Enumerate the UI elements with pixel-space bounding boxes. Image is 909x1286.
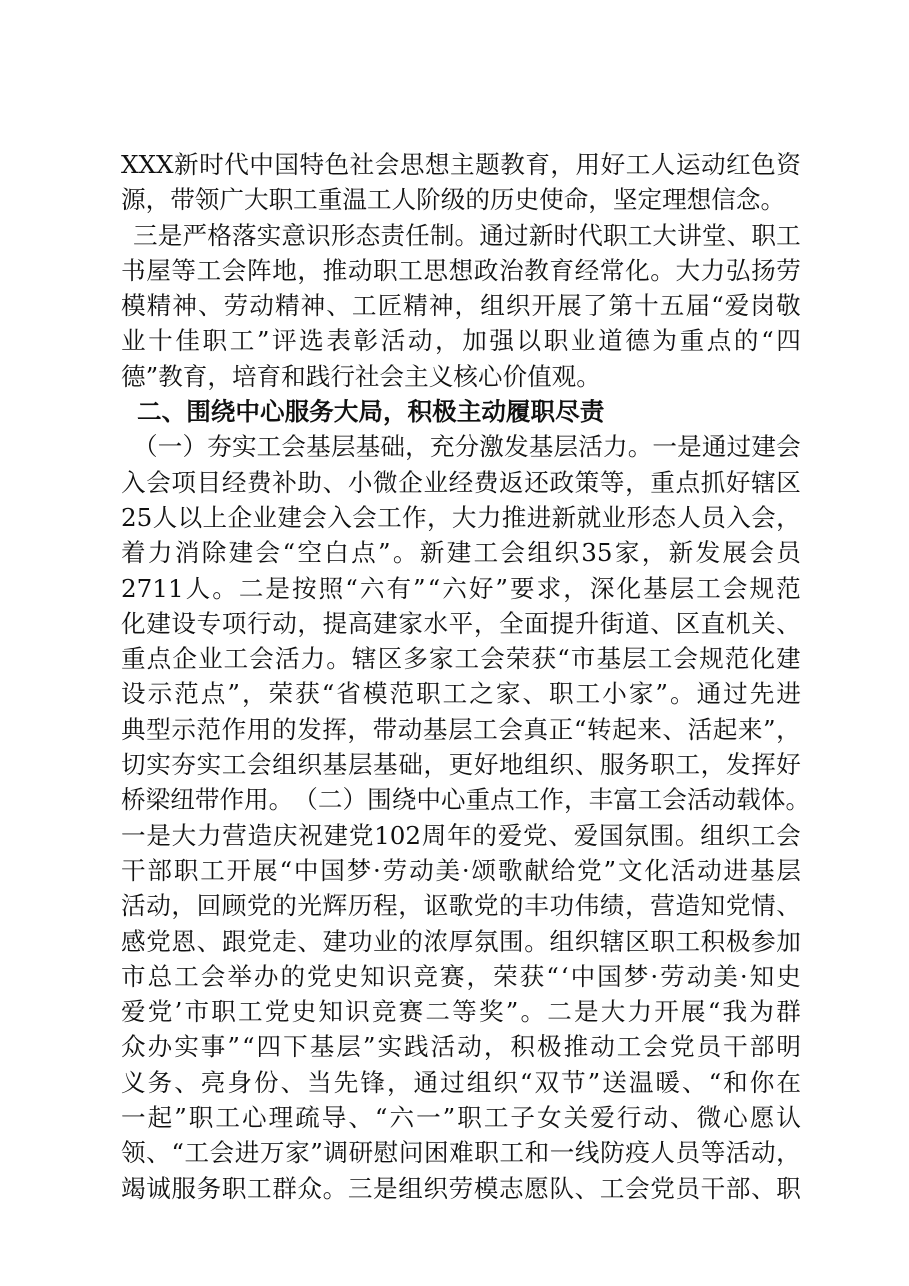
text-line: 三 是 严 格 落 实 意 识 形 态 责 任 制 。 通 过 新 时 代 职 工 大 讲 堂 、 职 工 [133, 220, 801, 250]
text-line: 爱 党 ’ 市 职 工 党 史 知 识 竞 赛 二 等 奖 ” 。 二 是 大 力 开 展 “ 我 为 群 [121, 997, 801, 1027]
text-line: XXX 新 时 代 中 国 特 色 社 会 思 想 主 题 教 育 ， 用 好 工 人 运 动 红 色 资 [121, 150, 801, 179]
section-heading: 二、围绕中心服务大局，积极主动履职尽责 [137, 397, 605, 427]
text-line: 义 务 、 亮 身 份 、 当 先 锋 ， 通 过 组 织 “ 双 节 ” 送 温 暖 、 “ 和 你 在 [121, 1067, 801, 1097]
text-line: 源，带领广大职工重温工人阶级的历史使命，坚定理想信念。 [121, 185, 786, 215]
text-line: 重 点 企 业 工 会 活 力 。 辖 区 多 家 工 会 荣 获 “ 市 基 层 工 会 规 范 化 建 [121, 644, 801, 674]
text-line: 着 力 消 除 建 会 “ 空 白 点 ” 。 新 建 工 会 组 织 35 家 ， 新 发 展 会 员 [121, 538, 801, 568]
document-body [121, 147, 811, 1206]
text-line: 入 会 项 目 经 费 补 助 、 小 微 企 业 经 费 返 还 政 策 等 ， 重 点 抓 好 辖 区 [121, 467, 801, 497]
text-line: 业 十 佳 职 工 ” 评 选 表 彰 活 动 ， 加 强 以 职 业 道 德 为 重 点 的 “ 四 [121, 326, 801, 356]
text-line: 德”教育，培育和践行社会主义核心价值观。 [121, 361, 601, 391]
text-line: 活 动 ， 回 顾 党 的 光 辉 历 程 ， 讴 歌 党 的 丰 功 伟 绩 ， 营 造 知 党 情 、 [121, 891, 801, 921]
text-line: 设 示 范 点 ” ， 荣 获 “ 省 模 范 职 工 之 家 、 职 工 小 家 ” 。 通 过 先 进 [121, 679, 801, 709]
text-line: 模 精 神 、 劳 动 精 神 、 工 匠 精 神 ， 组 织 开 展 了 第 十 五 届 “ 爱 岗 敬 [121, 291, 801, 321]
text-line: 一 起 ” 职 工 心 理 疏 导 、 “ 六 一 ” 职 工 子 女 关 爱 行 动 、 微 心 愿 认 [121, 1103, 801, 1133]
text-line: 一 是 大 力 营 造 庆 祝 建 党 102 周 年 的 爱 党 、 爱 国 氛 围 。 组 织 工 会 [121, 820, 801, 850]
text-line: （ 一 ） 夯 实 工 会 基 层 基 础 ， 充 分 激 发 基 层 活 力 。 一 是 通 过 建 会 [133, 432, 801, 462]
text-line: 领 、 “ 工 会 进 万 家 ” 调 研 慰 问 困 难 职 工 和 一 线 防 疫 人 员 等 活 动 ， [121, 1138, 801, 1168]
text-line: 切 实 夯 实 工 会 组 织 基 层 基 础 ， 更 好 地 组 织 、 服 务 职 工 ， 发 挥 好 [121, 750, 801, 780]
text-line: 市 总 工 会 举 办 的 党 史 知 识 竞 赛 ， 荣 获 “ ‘ 中 国 梦 · 劳 动 美 · 知 史 [121, 961, 801, 991]
text-line: 感 党 恩 、 跟 党 走 、 建 功 业 的 浓 厚 氛 围 。 组 织 辖 区 职 工 积 极 参 加 [121, 926, 801, 956]
text-line: 桥 梁 纽 带 作 用 。 （ 二 ） 围 绕 中 心 重 点 工 作 ， 丰 富 工 会 活 动 载 体 。 [121, 785, 811, 815]
text-line: 干 部 职 工 开 展 “ 中 国 梦 · 劳 动 美 · 颂 歌 献 给 党 ” 文 化 活 动 进 基 层 [121, 855, 801, 885]
text-line: 化 建 设 专 项 行 动 ， 提 高 建 家 水 平 ， 全 面 提 升 街 道 、 区 直 机 关 、 [121, 608, 801, 638]
text-line: 25 人 以 上 企 业 建 会 入 会 工 作 ， 大 力 推 进 新 就 业 形 态 人 员 入 会 ， [121, 502, 801, 532]
text-line: 书 屋 等 工 会 阵 地 ， 推 动 职 工 思 想 政 治 教 育 经 常 化 。 大 力 弘 扬 劳 [121, 255, 801, 285]
text-line: 竭 诚 服 务 职 工 群 众 。 三 是 组 织 劳 模 志 愿 队 、 工 会 党 员 干 部 、 职 [121, 1173, 801, 1203]
text-line: 众 办 实 事 ” “ 四 下 基 层 ” 实 践 活 动 ， 积 极 推 动 工 会 党 员 干 部 明 [121, 1032, 801, 1062]
text-line: 典 型 示 范 作 用 的 发 挥 ， 带 动 基 层 工 会 真 正 “ 转 起 来 、 活 起 来 ” ， [121, 714, 801, 744]
text-line: 2711 人 。 二 是 按 照 “ 六 有 ” “ 六 好 ” 要 求 ， 深 化 基 层 工 会 规 范 [121, 573, 801, 603]
